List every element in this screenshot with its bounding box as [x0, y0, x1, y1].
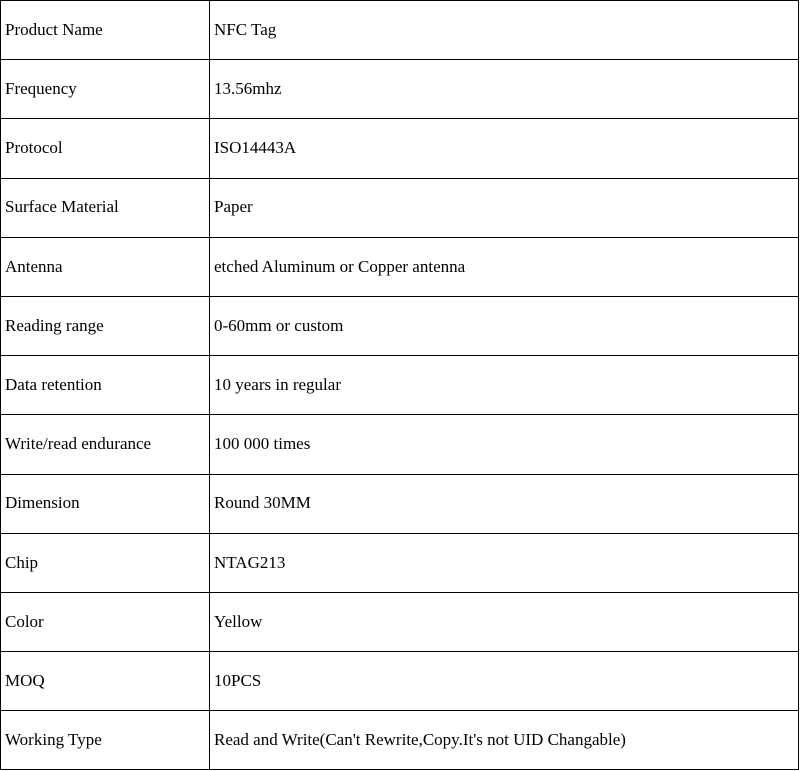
spec-value: 10PCS	[210, 652, 799, 711]
table-row	[1, 178, 799, 237]
spec-label: Color	[1, 592, 210, 651]
table-row	[1, 533, 799, 592]
spec-label: Reading range	[1, 296, 210, 355]
table-row	[1, 356, 799, 415]
spec-label: Protocol	[1, 119, 210, 178]
table-row	[1, 474, 799, 533]
spec-value: 13.56mhz	[210, 60, 799, 119]
table-row	[1, 711, 799, 770]
spec-value: 100 000 times	[210, 415, 799, 474]
spec-value: Paper	[210, 178, 799, 237]
spec-label: Dimension	[1, 474, 210, 533]
table-row	[1, 592, 799, 651]
spec-value: etched Aluminum or Copper antenna	[210, 237, 799, 296]
table-row	[1, 237, 799, 296]
spec-value: NTAG213	[210, 533, 799, 592]
spec-value: 0-60mm or custom	[210, 296, 799, 355]
spec-label: Product Name	[1, 1, 210, 60]
table-row	[1, 296, 799, 355]
spec-table-body	[1, 1, 799, 770]
spec-value: ISO14443A	[210, 119, 799, 178]
spec-label: Data retention	[1, 356, 210, 415]
spec-label: MOQ	[1, 652, 210, 711]
table-row	[1, 415, 799, 474]
spec-label: Frequency	[1, 60, 210, 119]
table-row	[1, 119, 799, 178]
table-row	[1, 1, 799, 60]
spec-label: Working Type	[1, 711, 210, 770]
spec-value: Round 30MM	[210, 474, 799, 533]
spec-label: Write/read endurance	[1, 415, 210, 474]
spec-value: Read and Write(Can't Rewrite,Copy.It's not UID Changable)	[210, 711, 799, 770]
table-row	[1, 652, 799, 711]
spec-label: Surface Material	[1, 178, 210, 237]
spec-value: Yellow	[210, 592, 799, 651]
spec-label: Chip	[1, 533, 210, 592]
spec-value: 10 years in regular	[210, 356, 799, 415]
spec-value: NFC Tag	[210, 1, 799, 60]
spec-label: Antenna	[1, 237, 210, 296]
table-row	[1, 60, 799, 119]
